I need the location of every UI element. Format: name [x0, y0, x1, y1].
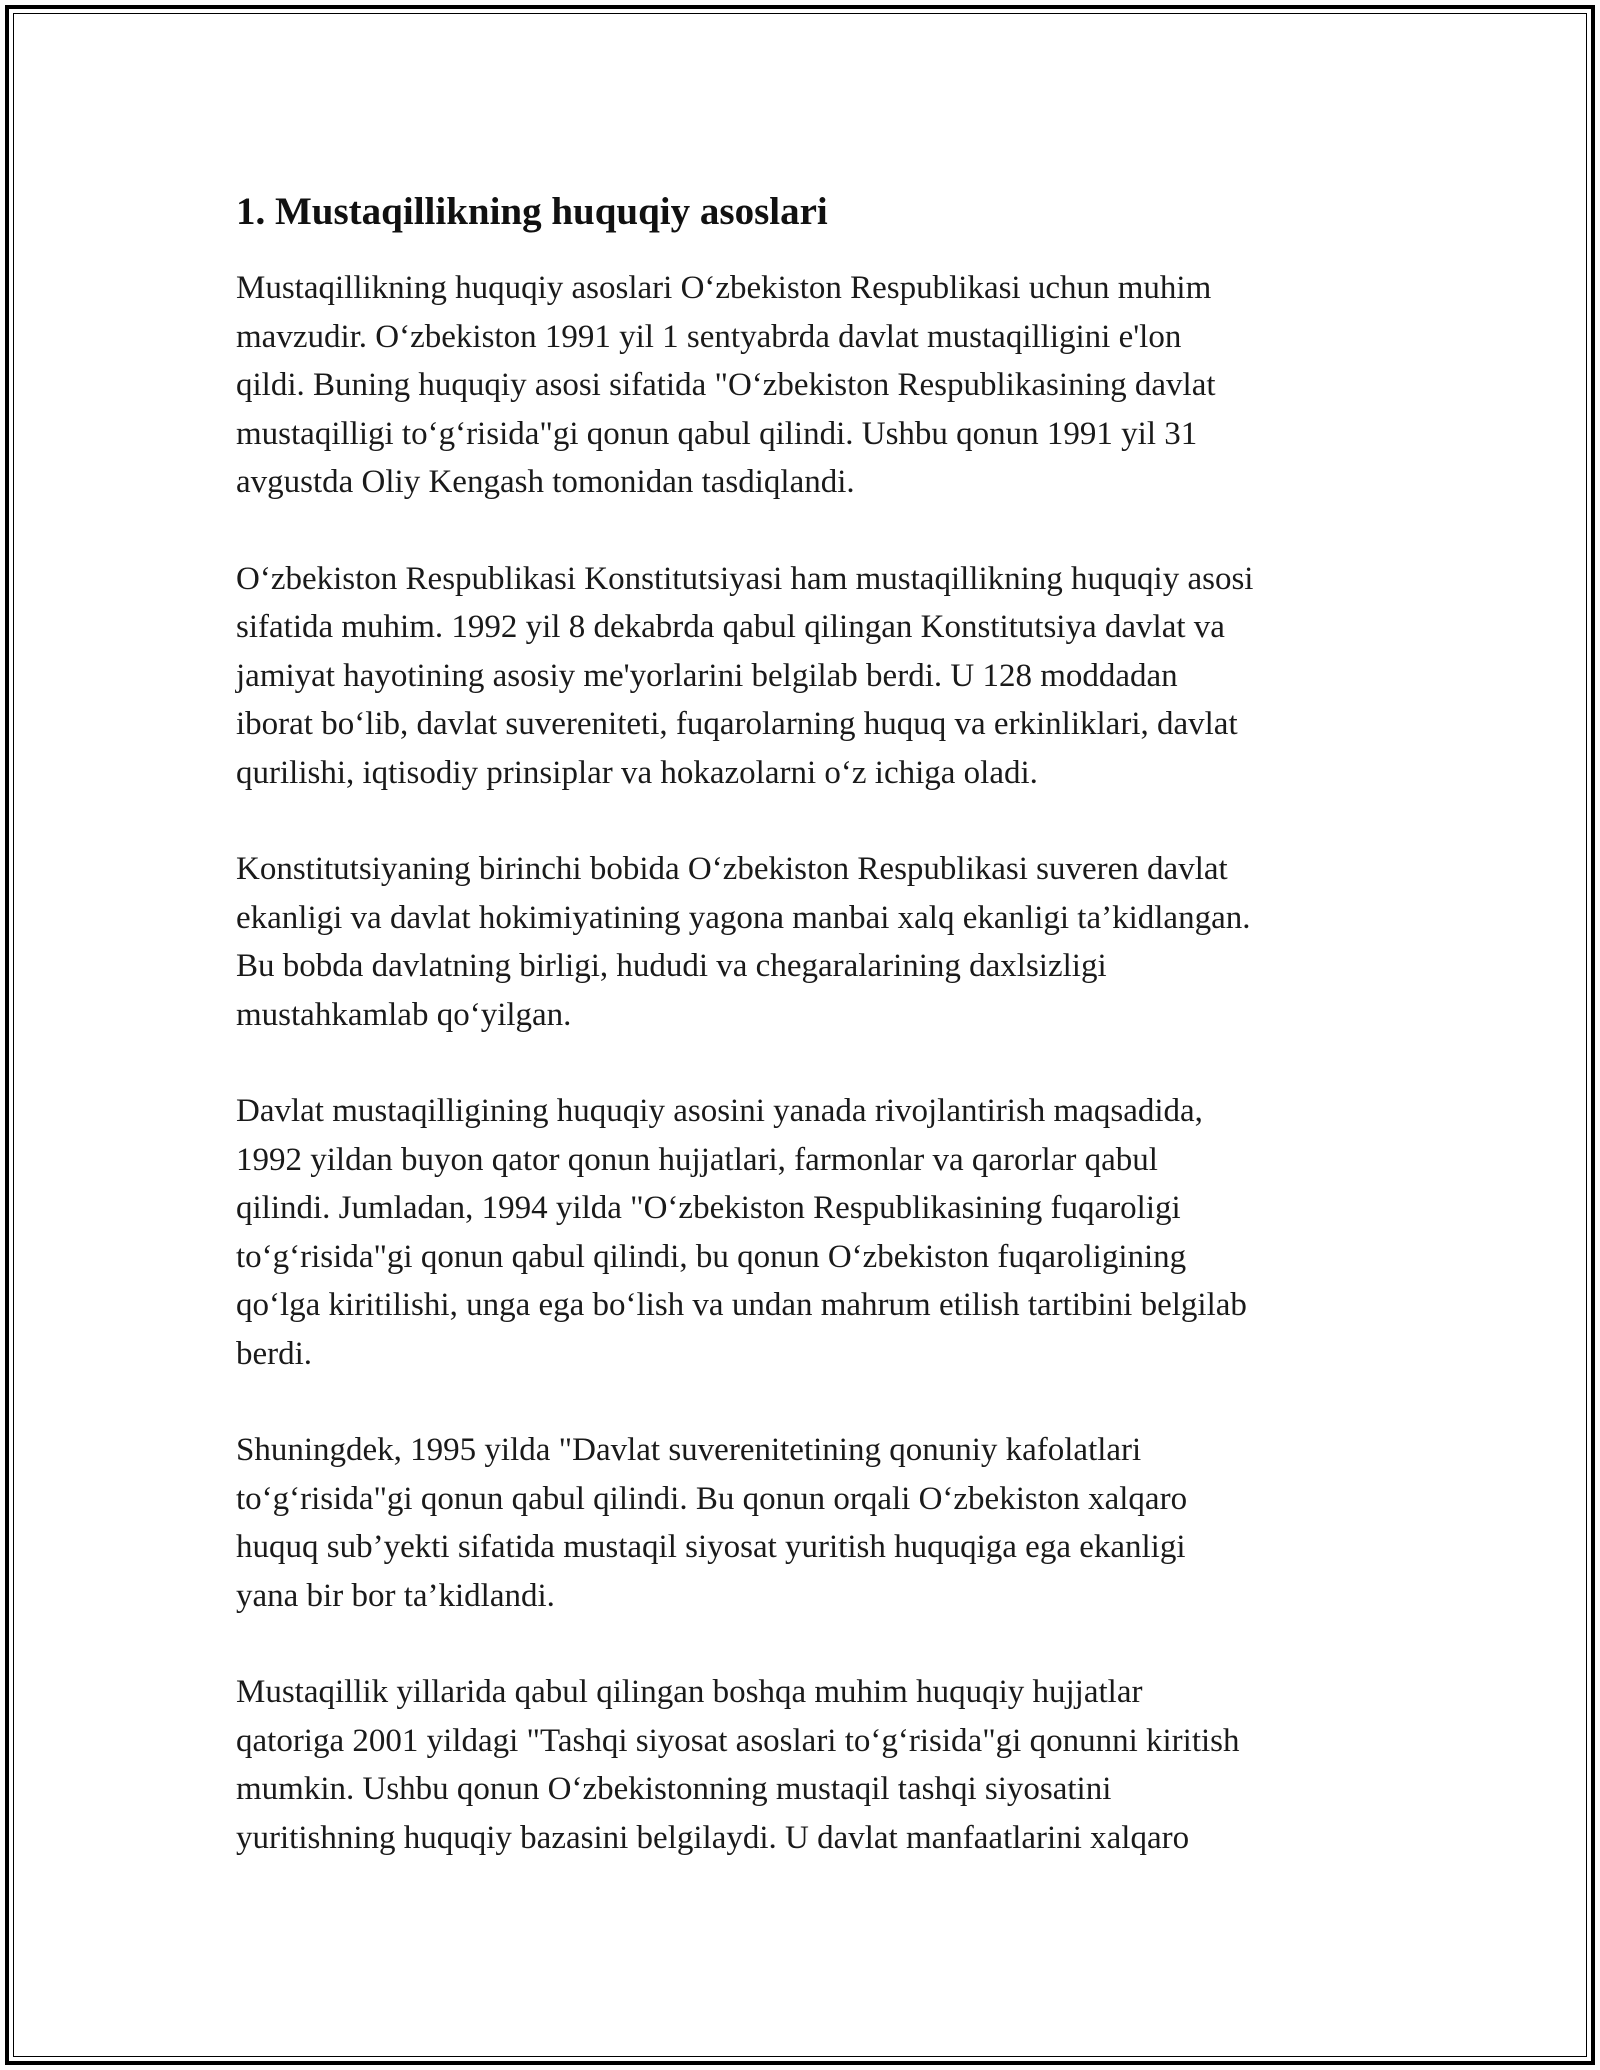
- paragraph-1: Mustaqillikning huquqiy asoslari O‘zbekiston Respublikasi uchun muhim mavzudir. O‘zbekiston 1991 yil 1 sentyabrda davlat mustaqilligini e'lon qildi. Buning huquqiy asosi sifatida "O‘zbekiston Respublikasining davlat mustaqilligi to‘g‘risida"gi qonun qabul qilindi. Ushbu qonun 1991 yil 31 avgustda Oliy Kengash tomonidan tasdiqlandi.: [236, 270, 1216, 500]
- paragraph-6: Mustaqillik yillarida qabul qilingan boshqa muhim huquqiy hujjatlar qatoriga 2001 yildagi "Tashqi siyosat asoslari to‘g‘risida"gi qonunni kiritish mumkin. Ushbu qonun O‘zbekistonning mustaqil tashqi siyosatini yuritishning huquqiy bazasini belgilaydi. U davlat manfaatlarini xalqaro: [236, 1674, 1240, 1856]
- paragraph-3: Konstitutsiyaning birinchi bobida O‘zbekiston Respublikasi suveren davlat ekanligi va davlat hokimiyatining yagona manbai xalq ekanligi ta’kidlangan. Bu bobda davlatning birligi, hududi va chegaralarining daxlsizligi mustahkamlab qo‘yilgan.: [236, 851, 1251, 1033]
- paragraph-4: Davlat mustaqilligining huquqiy asosini yanada rivojlantirish maqsadida, 1992 yildan buyon qator qonun hujjatlari, farmonlar va qarorlar qabul qilindi. Jumladan, 1994 yilda "O‘zbekiston Respublikasining fuqaroligi to‘g‘risida"gi qonun qabul qilindi, bu qonun O‘zbekiston fuqaroligining qo‘lga kiritilishi, unga ega bo‘lish va undan mahrum etilish tartibini belgilab berdi.: [236, 1093, 1247, 1372]
- section-heading: 1. Mustaqillikning huquqiy asoslari: [236, 190, 828, 233]
- paragraph-2: O‘zbekiston Respublikasi Konstitutsiyasi ham mustaqillikning huquqiy asosi sifatida muhim. 1992 yil 8 dekabrda qabul qilingan Konstitutsiya davlat va jamiyat hayotining asosiy me'yorlarini belgilab berdi. U 128 moddadan iborat bo‘lib, davlat suvereniteti, fuqarolarning huquq va erkinliklari, davlat qurilishi, iqtisodiy prinsiplar va hokazolarni o‘z ichiga oladi.: [236, 560, 1254, 791]
- document-body: [236, 186, 1386, 1910]
- paragraph-5: Shuningdek, 1995 yilda "Davlat suverenitetining qonuniy kafolatlari to‘g‘risida"gi qonun qabul qilindi. Bu qonun orqali O‘zbekiston xalqaro huquq sub’yekti sifatida mustaqil siyosat yuritish huquqiga ega ekanligi yana bir bor ta’kidlandi.: [236, 1432, 1188, 1614]
